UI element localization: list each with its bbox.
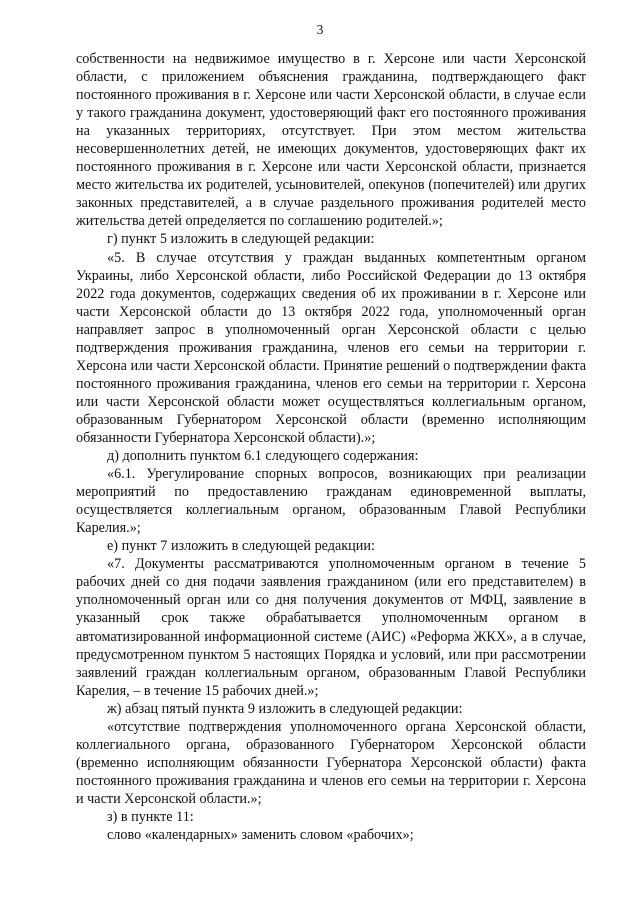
page-number: 3 [316, 22, 324, 37]
paragraph-continuation: собственности на недвижимое имущество в г. Херсоне или части Херсонской области, с приложением объяснения гражданина, подтверждающего факт постоянного проживания в г. Херсоне или части Херсонской области, в случае если у такого гражданина документ, удостоверяющий факт его постоянного проживания на указанных территориях, отсутствует. При этом местом жительства несовершеннолетних детей, не имеющих документов, удостоверяющих факт их постоянного проживания в г. Херсоне или части Херсонской области, признается место жительства их родителей, усыновителей, опекунов (попечителей) или других законных представителей, а в случае раздельного проживания родителей место жительства детей определяется по соглашению родителей.»; [76, 51, 586, 230]
amendment-item-d: д) дополнить пунктом 6.1 следующего содержания: [107, 448, 419, 465]
amendment-item-zh: ж) абзац пятый пункта 9 изложить в следующей редакции: [107, 700, 463, 717]
quoted-clause-5: «5. В случае отсутствия у граждан выданных компетентным органом Украины, либо Херсонской области, либо Российской Федерации до 13 октября 2022 года документов, содержащих сведения об их проживании в г. Херсоне или части Херсонской области до 13 октября 2022 года, уполномоченный орган направляет запрос в уполномоченный орган Херсонской области с целью подтверждения проживания гражданина, членов его семьи на территории г. Херсона или части Херсонской области. Принятие решений о подтверждении факта постоянного проживания гражданина, членов его семьи на территории г. Херсона или части Херсонской области может осуществляться коллегиальным органом, образованным Губернатором Херсонской области (временно исполняющим обязанности Губернатора Херсонской области).»; [76, 249, 586, 446]
amendment-item-g: г) пункт 5 изложить в следующей редакции: [107, 231, 375, 248]
quoted-clause-9: «отсутствие подтверждения уполномоченного органа Херсонской области, коллегиального органа, образованного Губернатором Херсонской области (временно исполняющим обязанности Губернатора Херсонской области) факта постоянного проживания гражданина и членов его семьи на территории г. Херсона и части Херсонской области.»; [76, 718, 586, 807]
document-body [76, 50, 586, 844]
amendment-item-e: е) пункт 7 изложить в следующей редакции: [107, 538, 375, 555]
amendment-item-z: з) в пункте 11: [107, 808, 194, 825]
quoted-clause-6-1: «6.1. Урегулирование спорных вопросов, возникающих при реализации мероприятий по предоставлению гражданам единовременной выплаты, осуществляется коллегиальным органом, образованным Главой Республики Карелия.»; [76, 466, 586, 537]
amendment-text: слово «календарных» заменить словом «рабочих»; [107, 827, 414, 844]
quoted-clause-7: «7. Документы рассматриваются уполномоченным органом в течение 5 рабочих дней со дня подачи заявления гражданином (или его представителем) в уполномоченный орган или со дня получения документов от МФЦ, заявление в указанный срок также обрабатывается уполномоченным органом в автоматизированной информационной системе (АИС) «Реформа ЖКХ», а в случае, предусмотренном пунктом 5 настоящих Порядка и условий, или при рассмотрении заявлений граждан коллегиальным органом, образованным Главой Республики Карелия, – в течение 15 рабочих дней.»; [76, 556, 586, 699]
